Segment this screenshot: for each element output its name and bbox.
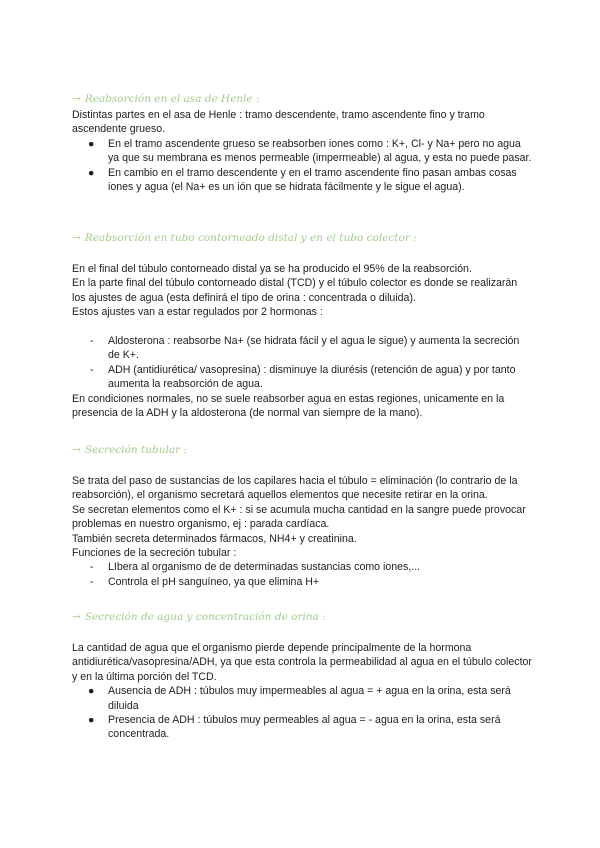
- section-body-secrecion-tubular: [72, 474, 532, 589]
- arrow-icon: →: [72, 232, 81, 244]
- arrow-icon: →: [72, 93, 81, 105]
- section-heading-asa-henle: → Reabsorción en el asa de Henle :: [72, 93, 260, 105]
- paragraph: En el final del túbulo contorneado distal ya se ha producido el 95% de la reabsorción.: [72, 263, 472, 275]
- bullet-icon: ●: [88, 714, 95, 727]
- paragraph: La cantidad de agua que el organismo pierde depende principalmente de la hormona antidiurética/vasopresina/ADH, ya que esta controla la permeabilidad al agua en el túbulo colector y en la última porción del TCD.: [72, 642, 532, 683]
- dash-item: - Aldosterona : reabsorbe Na+ (se hidrata fácil y el agua le sigue) y aumenta la secreción de K+.: [90, 335, 520, 362]
- paragraph: Distintas partes en el asa de Henle : tramo descendente, tramo ascendente fino y tramo ascendente grueso.: [72, 109, 485, 136]
- section-body-asa-henle: [72, 108, 532, 194]
- bullet-item: ● Presencia de ADH : túbulos muy permeables al agua = - agua en la orina, esta será concentrada.: [88, 714, 501, 741]
- dash-icon: -: [90, 335, 94, 348]
- paragraph: Se trata del paso de sustancias de los capilares hacia el túbulo = eliminación (lo contrario de la reabsorción), el organismo secretará aquellos elementos que necesite retirar en la orina.: [72, 475, 518, 502]
- paragraph: También secreta determinados fármacos, NH4+ y creatinina.: [72, 532, 357, 545]
- dash-icon: -: [90, 561, 94, 574]
- section-body-secrecion-agua: [72, 641, 532, 742]
- paragraph: Funciones de la secreción tubular :: [72, 547, 237, 560]
- bullet-icon: ●: [88, 166, 95, 179]
- bullet-icon: ●: [88, 137, 95, 150]
- paragraph: En condiciones normales, no se suele reabsorber agua en estas regiones, unicamente en la presencia de la ADH y la aldosterona (de normal van siempre de la mano).: [72, 392, 505, 420]
- dash-item: - Controla el pH sanguíneo, ya que elimina H+: [90, 575, 320, 588]
- paragraph: Se secretan elementos como el K+ : si se acumula mucha cantidad en la sangre puede provocar problemas en nuestro organismo, ej : parada cardíaca.: [72, 503, 526, 531]
- arrow-icon: →: [72, 611, 81, 623]
- bullet-item: ● Ausencia de ADH : túbulos muy impermeables al agua = + agua en la orina, esta será diluida: [88, 685, 511, 712]
- section-heading-secrecion-tubular: → Secreción tubular :: [72, 444, 187, 456]
- bullet-item: ● En cambio en el tramo descendente y en el tramo ascendente fino pasan ambas cosas iones y agua (el Na+ es un ión que se hidrata fácilmente y le sigue el agua).: [88, 166, 517, 194]
- dash-icon: -: [90, 575, 94, 588]
- bullet-item: ● En el tramo ascendente grueso se reabsorben iones como : K+, Cl- y Na+ pero no agua ya que su membrana es menos permeable (impermeable) al agua, y esta no puede pasar.: [88, 137, 532, 165]
- dash-item: - LIbera al organismo de de determinadas sustancias como iones,...: [90, 561, 421, 574]
- section-heading-secrecion-agua: → Secreción de agua y concentración de orina :: [72, 611, 326, 623]
- dash-item: - ADH (antidiurética/ vasopresina) : disminuye la diurésis (retención de agua) y por tanto aumenta la reabsorción de agua.: [90, 363, 516, 391]
- section-body-tubo-distal: [72, 262, 532, 420]
- arrow-icon: →: [72, 444, 81, 456]
- paragraph: En la parte final del túbulo contorneado distal (TCD) y el túbulo colector es donde se realizarán los ajustes de agua (esta definirá el tipo de orina : concentrada o diluida).: [72, 277, 518, 304]
- dash-icon: -: [90, 363, 94, 376]
- bullet-icon: ●: [88, 685, 95, 698]
- paragraph: Estos ajustes van a estar regulados por 2 hormonas :: [72, 306, 323, 319]
- section-heading-tubo-distal: → Reabsorción en tubo contorneado distal y en el tubo colector :: [72, 232, 417, 244]
